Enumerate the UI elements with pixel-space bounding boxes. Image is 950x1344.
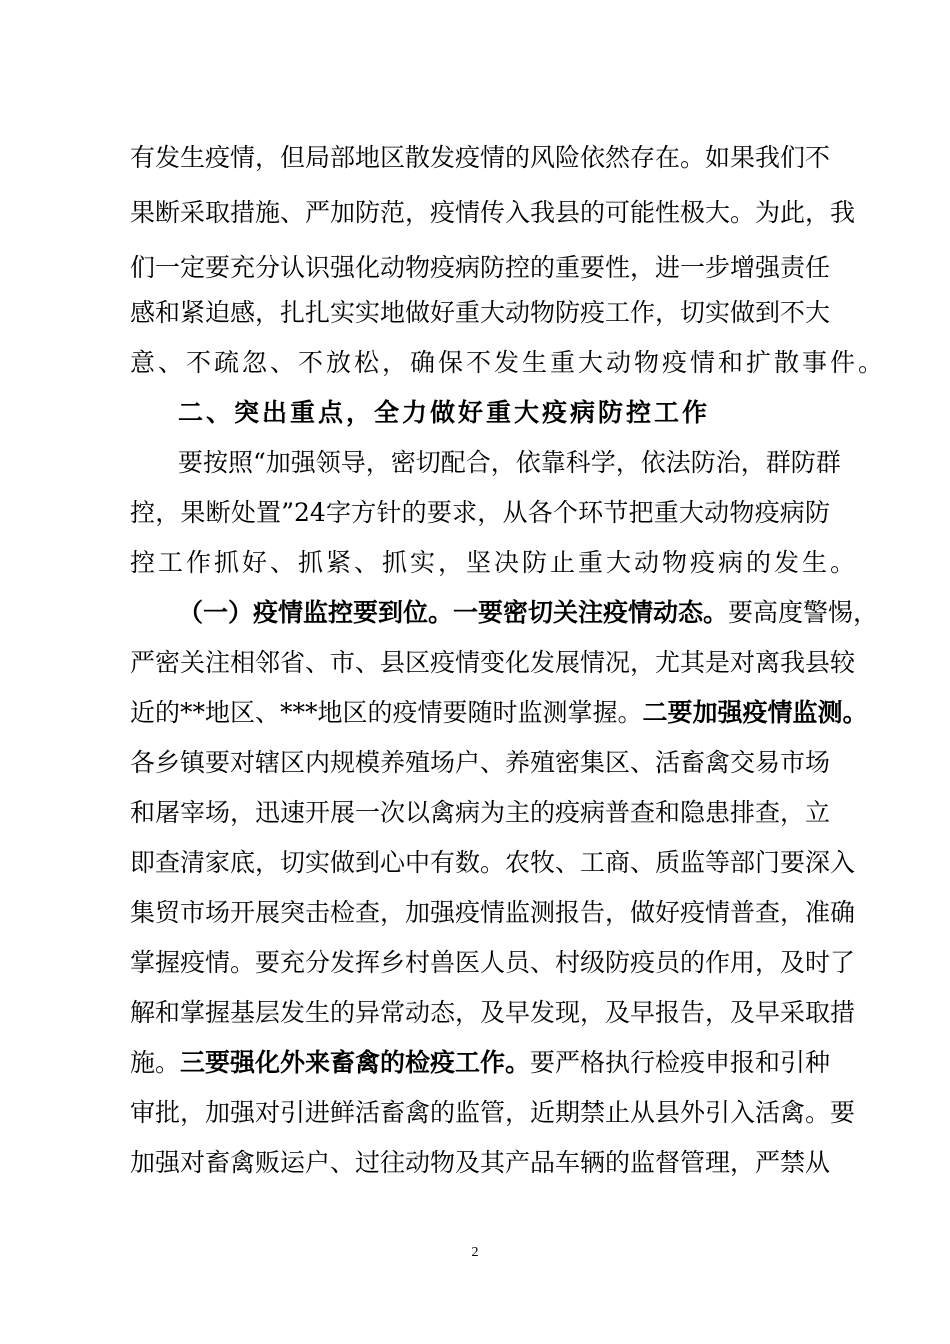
paragraph-line: 加强对畜禽贩运户、过往动物及其产品车辆的监督管理，严禁从 <box>130 1148 831 1177</box>
paragraph-line: 们一定要充分认识强化动物疫病防控的重要性，进一步增强责任 <box>130 253 831 282</box>
section-heading: 二、突出重点，全力做好重大疫病防控工作 <box>178 398 711 427</box>
paragraph-line <box>178 591 879 635</box>
point-title: 一要密切关注疫情动态。 <box>453 598 729 627</box>
paragraph-line: 集贸市场开展突击检查，加强疫情监测报告，做好疫情普查，准确 <box>130 898 856 927</box>
paragraph-line <box>130 691 868 735</box>
paragraph-line: 感和紧迫感，扎扎实实地做好重大动物防疫工作，切实做到不大 <box>130 298 831 327</box>
page-number: 2 <box>471 1245 479 1260</box>
paragraph-line: 即查清家底，切实做到心中有数。农牧、工商、质监等部门要深入 <box>130 848 856 877</box>
paragraph-line <box>130 1041 830 1085</box>
paragraph-line: 要按照“加强领导，密切配合，依靠科学，依法防治，群防群 <box>178 448 841 477</box>
paragraph-text: 要严格执行检疫申报和引种 <box>530 1048 831 1077</box>
paragraph-line: 控，果断处置”24字方针的要求，从各个环节把重大动物疫病防 <box>130 498 830 527</box>
paragraph-text: 近的**地区、***地区的疫情要随时监测掌握。 <box>130 698 643 727</box>
paragraph-text: 施。 <box>130 1048 181 1077</box>
paragraph-line: 严密关注相邻省、市、县区疫情变化发展情况，尤其是对离我县较 <box>130 648 856 677</box>
paragraph-line: 有发生疫情，但局部地区散发疫情的风险依然存在。如果我们不 <box>130 143 831 172</box>
paragraph-line: 审批，加强对引进鲜活畜禽的监管，近期禁止从县外引入活禽。要 <box>130 1098 856 1127</box>
point-title: 二要加强疫情监测。 <box>642 698 868 727</box>
paragraph-line: 和屠宰场，迅速开展一次以禽病为主的疫病普查和隐患排查，立 <box>130 798 831 827</box>
paragraph-line: 意、不疏忽、不放松，确保不发生重大动物疫情和扩散事件。 <box>130 348 887 377</box>
paragraph-text: 要高度警惕， <box>728 598 879 627</box>
paragraph-line: 控工作抓好、抓紧、抓实，坚决防止重大动物疫病的发生。 <box>130 548 859 577</box>
subsection-heading: （一）疫情监控要到位。 <box>178 598 454 627</box>
point-title: 三要强化外来畜禽的检疫工作。 <box>180 1048 531 1077</box>
paragraph-line: 掌握疫情。要充分发挥乡村兽医人员、村级防疫员的作用，及时了 <box>130 948 856 977</box>
paragraph-line: 各乡镇要对辖区内规模养殖场户、养殖密集区、活畜禽交易市场 <box>130 748 831 777</box>
paragraph-line: 解和掌握基层发生的异常动态，及早发现，及早报告，及早采取措 <box>130 998 856 1027</box>
paragraph-line: 果断采取措施、严加防范，疫情传入我县的可能性极大。为此，我 <box>130 198 856 227</box>
